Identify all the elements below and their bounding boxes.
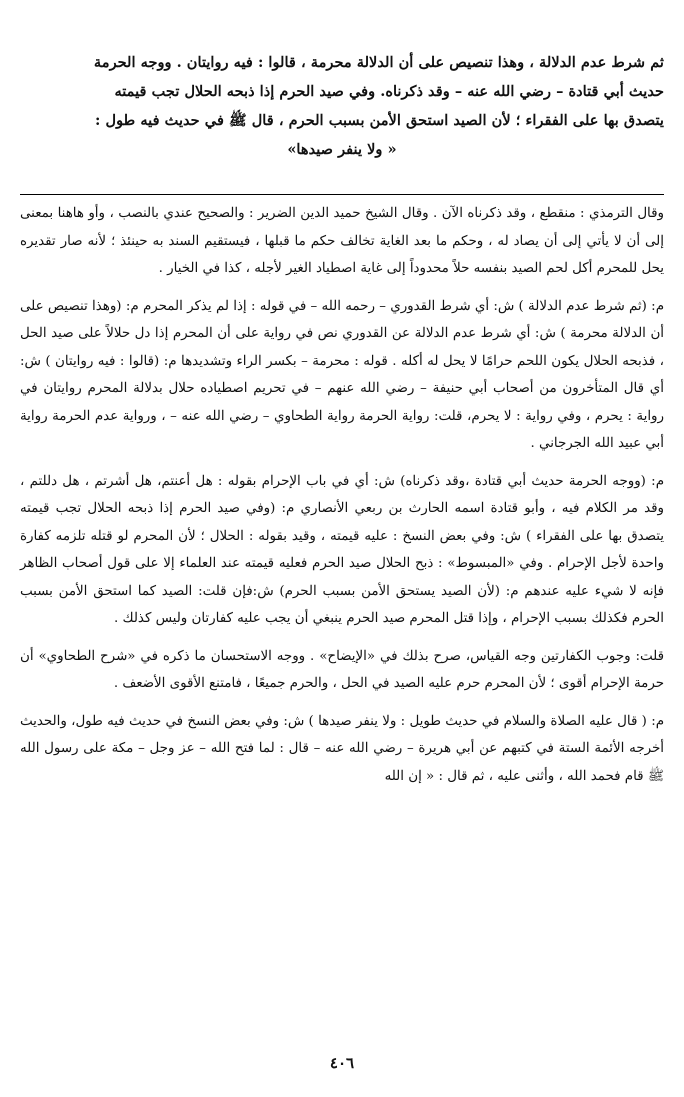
main-text-line: يتصدق بها على الفقراء ؛ لأن الصيد استحق الأمن بسبب الحرم ، قال ﷺ في حديث فيه طول : bbox=[95, 112, 664, 129]
commentary-paragraph: قلت: وجوب الكفارتين وجه القياس، صرح بذلك في «الإيضاح» . ووجه الاستحسان ما ذكره في «شرح الطحاوي» أن حرمة الإحرام أقوى ؛ لأن المحرم حرم عليه الصيد في الحل ، والحرم جميعًا ، فامتنع الأقوى الأضعف . bbox=[20, 648, 664, 691]
commentary-paragraph: م: (ووجه الحرمة حديث أبي قتادة ،وقد ذكرناه) ش: أي في باب الإحرام بقوله : هل أعنتم، هل أشرتم ، هل دللتم ، وقد مر الكلام فيه ، وأبو قتادة اسمه الحارث بن ربعي الأنصاري م: (وفي صيد الحرم إذا ذبحه الحلال تجب قيمته يتصدق بها على الفقراء ) ش: وفي بعض النسخ : عليه قيمته ، وقيد بقوله : الحلال ؛ لأن المحرم لو قتله تلزمه كفارة واحدة لأجل الإحرام . وفي «المبسوط» : ذبح الحلال صيد الحرم فعليه قيمته عند العلماء إلا على قول أصحاب الظاهر فإنه لا شيء عليه عندهم م: (لأن الصيد يستحق الأمن بسبب الحرم) ش:فإن قلت: الصيد كما استحق الأمن بسبب الحرم فكذلك بسبب الإحرام ، وإذا قتل المحرم صيد الحرم ينبغي أن يجب عليه كفارتان وليس كذلك . bbox=[20, 473, 664, 626]
main-text-line: حديث أبي قتادة – رضي الله عنه – وقد ذكرناه. وفي صيد الحرم إذا ذبحه الحلال تجب قيمته bbox=[114, 83, 664, 100]
commentary-paragraph: م: ( قال عليه الصلاة والسلام في حديث طويل : ولا ينفر صيدها ) ش: وفي بعض النسخ في حديث فيه طول، والحديث أخرجه الأئمة الستة في كتبهم عن أبي هريرة – رضي الله عنه – قال : لما فتح الله – عز وجل – مكة على رسول الله ﷺ قام فحمد الله ، وأثنى عليه ، ثم قال : « إن الله bbox=[20, 713, 664, 784]
page-number: ٤٠٦ bbox=[329, 1054, 355, 1072]
separator-rule bbox=[20, 194, 664, 195]
main-text-line: « ولا ينفر صيدها» bbox=[287, 141, 397, 158]
main-text-line: ثم شرط عدم الدلالة ، وهذا تنصيص على أن الدلالة محرمة ، قالوا : فيه روايتان . ووجه الحرمة bbox=[93, 54, 664, 71]
commentary-paragraph: م: (ثم شرط عدم الدلالة ) ش: أي شرط القدوري – رحمه الله – في قوله : إذا لم يذكر المحرم م: (وهذا تنصيص على أن الدلالة محرمة ) ش: أي شرط عدم الدلالة عن القدوري نص في رواية على أن المحرم إذا دل حلالاً على صيد الحل ، فذبحه الحلال يكون اللحم حرامًا لا يحل له أكله . قوله : محرمة – بكسر الراء وتشديدها م: (قالوا : فيه روايتان ) ش: أي قال المتأخرون من أصحاب أبي حنيفة – رضي الله عنهم – في تحريم اصطياده حلال بدلالة المحرم روايتان في رواية : يحرم ، وفي رواية : لا يحرم، قلت: رواية الحرمة رواية الطحاوي – رضي الله عنه – ، ورواية عدم الحرمة رواية أبي عبيد الله الجرجاني . bbox=[20, 298, 664, 451]
commentary-block bbox=[20, 200, 664, 800]
main-text-block bbox=[20, 48, 664, 164]
commentary-paragraph: وقال الترمذي : منقطع ، وقد ذكرناه الآن . وقال الشيخ حميد الدين الضرير : والصحيح عندي بالنصب ، وأو هاهنا بمعنى إلى أن لا يأتي إلى أن يصاد له ، وحكم ما بعد الغاية تخالف حكم ما قبلها ، فيستقيم السند به حينئذ ؛ لأنه صار تقديره يحل للمحرم أكل لحم الصيد بنفسه حلاً محدوداً إلى غاية اصطياد الغير لأجله ، كذا في الخيار . bbox=[20, 206, 664, 276]
